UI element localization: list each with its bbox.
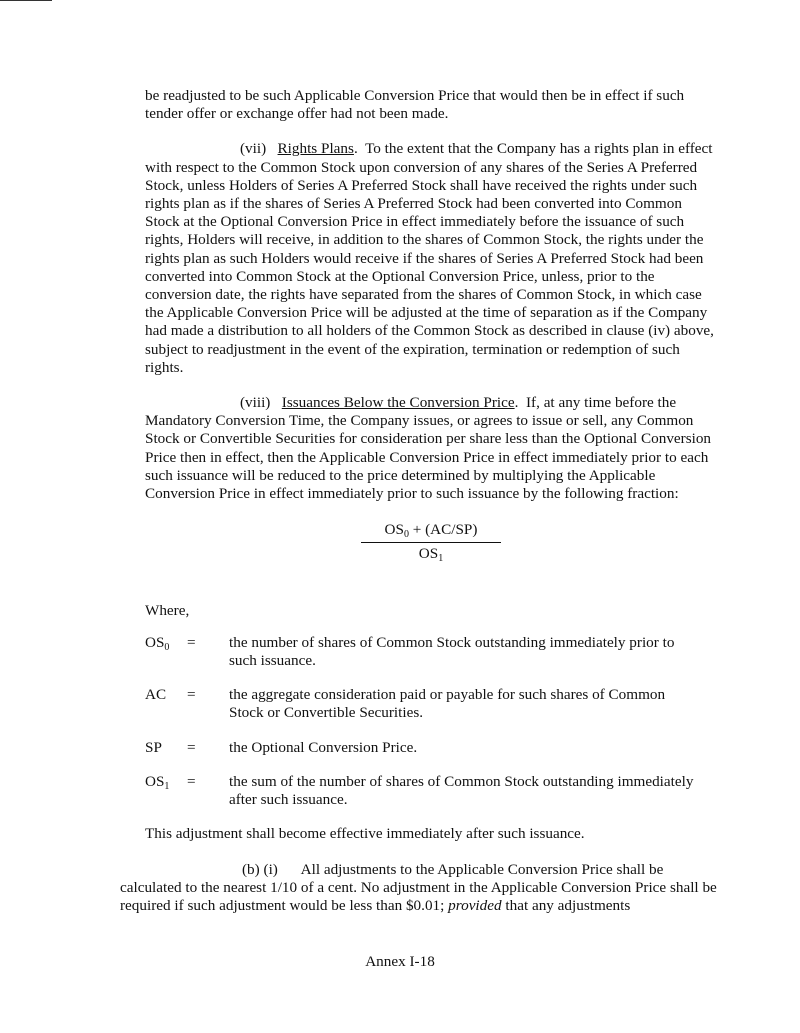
definition-symbol: AC bbox=[145, 686, 167, 704]
definition-row bbox=[145, 773, 717, 809]
clause-title: Rights Plans bbox=[277, 140, 354, 158]
equals-sign: = bbox=[187, 772, 196, 790]
where-label: Where, bbox=[145, 601, 190, 619]
clause-title: Issuances Below the Conversion Price bbox=[281, 394, 515, 412]
definition-text: the sum of the number of shares of Common Stock outstanding immediately after such issuance. bbox=[229, 772, 694, 809]
clause-number: (viii) bbox=[240, 394, 271, 412]
definition-symbol: $OS_1$ bbox=[145, 772, 170, 792]
fraction-numerator: $OS_0 + (AC/SP)$ bbox=[361, 521, 502, 543]
document-page bbox=[120, 87, 717, 915]
equals-sign: = bbox=[187, 686, 196, 704]
clause-number: (vii) bbox=[240, 140, 267, 158]
clause-body: To the extent that the Company has a rights plan in effect with respect to the Common Stock upon conversion of any shares of the Series A Preferred Stock, unless Holders of Series A Preferred Stock shall have received the rights under such rights plan as if the shares of Series A Preferred Stock had been converted into Common Stock at the Optional Conversion Price in effect immediately before the issuance of such rights, Holders will receive, in addition to the shares of Common Stock, the rights under the rights plan as such Holders would receive if the shares of Series A Preferred Stock had been converted into Common Stock at the Optional Conversion Price, unless, prior to the conversion date, the rights have separated from the shares of Common Stock, in which case the Applicable Conversion Price will be adjusted at the time of separation as if the Company had made a distribution to all holders of the Common Stock as described in clause (iv) above, subject to readjustment in the event of the expiration, termination or redemption of such rights. bbox=[145, 140, 714, 376]
clause-number: (b) (i) bbox=[242, 860, 278, 878]
definition-row bbox=[145, 686, 717, 722]
definition-text: the number of shares of Common Stock outstanding immediately prior to such issuance. bbox=[229, 633, 675, 670]
paragraph-b-i bbox=[120, 861, 717, 916]
equals-sign: = bbox=[187, 738, 196, 756]
paragraph-issuances: (viii) Issuances Below the Conversion Price. If, at any time before the Mandatory Conversion Time, the Company issues, or agrees to issue or sell, any Common Stock or Convertible Securities for consideration per share less than the Optional Conversion Price then in effect, then the Applicable Conversion Price in effect immediately prior to each such issuance will be reduced to the price determined by multiplying the Applicable Conversion Price in effect immediately prior to such issuance by the following fraction: bbox=[145, 394, 712, 503]
paragraph-rights-plans: (vii) Rights Plans. To the extent that the Company has a rights plan in effect with respect to the Common Stock upon conversion of any shares of the Series A Preferred Stock, unless Holders of Series A Preferred Stock shall have received the rights under such rights plan as if the shares of Series A Preferred Stock had been converted into Common Stock at the Optional Conversion Price in effect immediately before the issuance of such rights, Holders will receive, in addition to the shares of Common Stock, the rights under the rights plan as such Holders would receive if the shares of Series A Preferred Stock had been converted into Common Stock at the Optional Conversion Price, unless, prior to the conversion date, the rights have separated from the shares of Common Stock, in which case the Applicable Conversion Price will be adjusted at the time of separation as if the Company had made a distribution to all holders of the Common Stock as described in clause (iv) above, subject to readjustment in the event of the expiration, termination or redemption of such rights. bbox=[145, 140, 714, 376]
definition-symbol: $OS_0$ bbox=[145, 633, 170, 653]
clause-body: All adjustments to the Applicable Conversion Price shall be calculated to the nearest 1/10 of a cent. No adjustment in the Applicable Conversion Price shall be required if such adjustment would be less than $0.01; bbox=[120, 860, 717, 914]
proviso-italic: provided bbox=[448, 896, 502, 914]
definition-symbol: SP bbox=[145, 738, 162, 756]
page-footer: Annex I-18 bbox=[365, 953, 435, 970]
paragraph-continuation: be readjusted to be such Applicable Conversion Price that would then be in effect if such tender offer or exchange offer had not been made. bbox=[145, 87, 685, 123]
fraction-denominator: $OS_1$ bbox=[418, 545, 444, 565]
clause-body: If, at any time before the Mandatory Conversion Time, the Company issues, or agrees to issue or sell, any Common Stock or Convertible Securities for consideration per share less than the Optional Conversion Price then in effect, then the Applicable Conversion Price in effect immediately prior to each such issuance will be reduced to the price determined by multiplying the Applicable Conversion Price in effect immediately prior to such issuance by the following fraction: bbox=[145, 394, 712, 503]
definition-text: the aggregate consideration paid or payable for such shares of Common Stock or Convertible Securities. bbox=[229, 686, 666, 722]
fraction-formula bbox=[145, 521, 717, 563]
equals-sign: = bbox=[187, 633, 196, 651]
effective-statement: This adjustment shall become effective immediately after such issuance. bbox=[145, 825, 585, 843]
definition-list bbox=[145, 634, 717, 809]
definition-row bbox=[145, 739, 717, 757]
clause-body-tail: that any adjustments bbox=[505, 896, 631, 914]
definition-row bbox=[145, 634, 717, 670]
definition-text: the Optional Conversion Price. bbox=[229, 738, 418, 756]
corner-rule bbox=[0, 0, 52, 1]
